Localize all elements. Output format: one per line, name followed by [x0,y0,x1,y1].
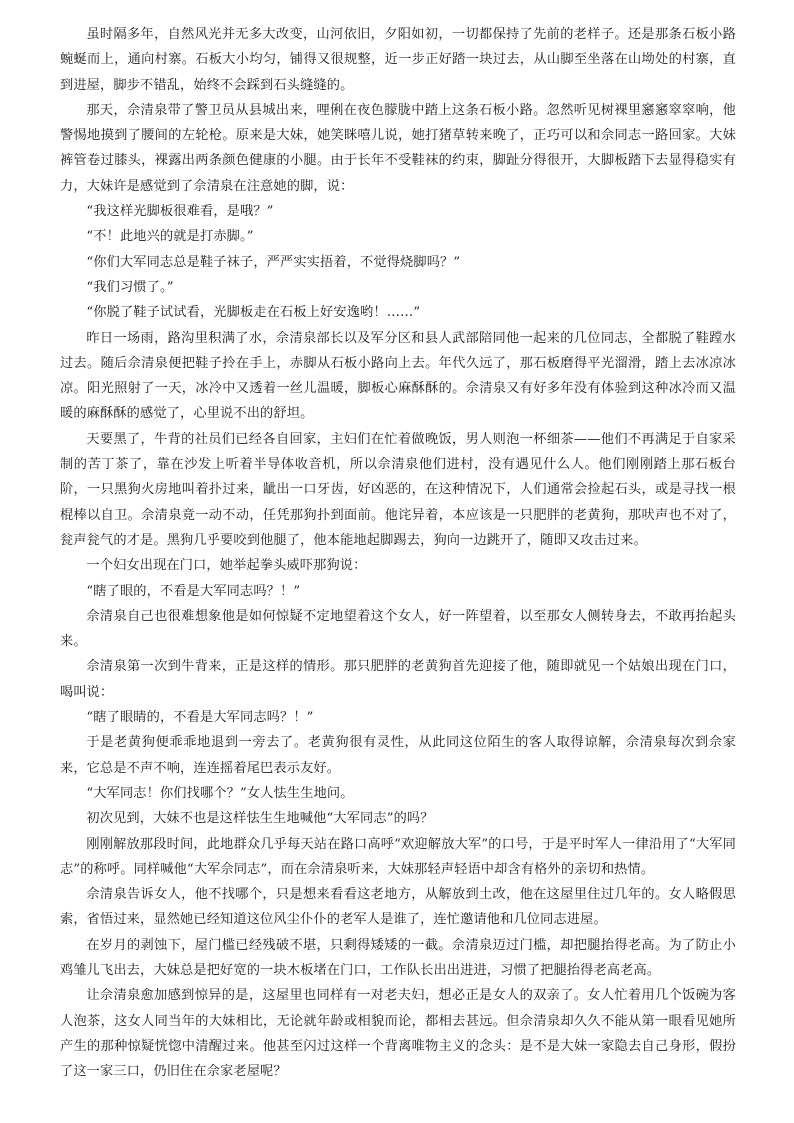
paragraph: 一个妇女出现在门口，她举起拳头威吓那狗说： [86,558,367,574]
paragraph: 天要黑了，牛背的社员们已经各自回家，主妇们在忙着做晚饭，男人则泡一杯细茶——他们不再满足于自家采制的苦丁茶了，靠在沙发上听着半导体收音机，所以佘清泉他们进村，没有遇见什么人。他们刚刚踏上那石板台阶，一只黑狗火房地叫着扑过来，龇出一口牙齿，好凶恶的，在这种情况下，人们通常会捡起石头，或是寻找一根棍棒以自卫。佘清泉竟一动不动，任凭那狗扑到面前。他诧异着，本应该是一只肥胖的老黄狗，那吠声也不对了，瓮声瓮气的才是。黑狗几乎要咬到他腿了，他本能地起脚踢去，狗向一边跳开了，随即又攻击过来。 [60,431,736,548]
paragraph: 初次见到，大妹不也是这样怯生生地喊他“大军同志”的吗？ [86,811,434,827]
paragraph: 于是老黄狗便乖乖地退到一旁去了。老黄狗很有灵性，从此同这位陌生的客人取得谅解，佘清泉每次到佘家来，它总是不声不响，连连摇着尾巴表示友好。 [60,735,736,776]
dialogue-line: “我这样光脚板很难看，是哦？” [86,204,274,220]
dialogue-line: “你们大军同志总是鞋子袜子，严严实实捂着，不觉得烧脚吗？” [86,254,461,270]
dialogue-line: “你脱了鞋子试试看，光脚板走在石板上好安逸哟！……” [86,305,421,321]
article-body [60,22,736,1084]
dialogue-line: “瞎了眼睛的，不看是大军同志吗？！” [86,710,314,726]
paragraph: 佘清泉第一次到牛背来，正是这样的情形。那只肥胖的老黄狗首先迎接了他，随即就见一个姑娘出现在门口，喝叫说： [60,659,736,700]
paragraph: 佘清泉自己也很难想象他是如何惊疑不定地望着这个女人，好一阵望着，以至那女人侧转身去，不敢再抬起头来。 [60,608,736,650]
dialogue-line: “大军同志！你们找哪个？”女人怯生生地问。 [86,785,354,801]
dialogue-line: “不！此地兴的就是打赤脚。” [86,229,254,245]
paragraph: 那天，佘清泉带了警卫员从县城出来，哩俐在夜色朦胧中踏上这条石板小路。忽然听见树裸里窸窸窣窣响，他警惕地摸到了腰间的左轮枪。原来是大妹，她笑眯嘻儿说，她打猪草转来晚了，正巧可以和佘同志一路回家。大妹裤管卷过膝头，裸露出两条颜色健康的小腿。由于长年不受鞋袜的约束，脚趾分得很开，大脚板踏下去显得稳实有力，大妹许是感觉到了佘清泉在注意她的脚，说： [60,102,736,194]
dialogue-line: “瞎了眼的，不看是大军同志吗？！” [86,583,301,599]
paragraph: 昨日一场雨，路沟里积满了水，佘清泉部长以及军分区和县人武部陪同他一起来的几位同志，全都脱了鞋蹚水过去。随后佘清泉便把鞋子拎在手上，赤脚从石板小路向上去。年代久远了，那石板磨得平光溜滑，踏上去冰凉冰凉。阳光照射了一天，冰冷中又透着一丝儿温暖，脚板心麻酥酥的。佘清泉又有好多年没有体验到这种冰冷而又温暖的麻酥酥的感觉了，心里说不出的舒坦。 [60,330,736,422]
dialogue-line: “我们习惯了。” [86,279,174,295]
paragraph: 刚刚解放那段时间，此地群众几乎每天站在路口高呼“欢迎解放大军”的口号，于是平时军人一律沿用了“大军同志”的称呼。同样喊他“大军佘同志”，而在佘清泉听来，大妹那轻声轻语中却含有格外的亲切和热情。 [60,836,736,877]
paragraph: 虽时隔多年，自然风光并无多大改变，山河依旧，夕阳如初，一切都保持了先前的老样子。还是那条石板小路蜿蜒而上，通向村寨。石板大小均匀，铺得又很规整，近一步正好踏一块过去，从山脚至坐落在山坳处的村寨，直到进屋，脚步不错乱，始终不会踩到石头缝缝的。 [60,27,736,93]
paragraph: 在岁月的剥蚀下，屋门槛已经残破不堪，只剩得矮矮的一截。佘清泉迈过门槛，却把腿抬得老高。为了防止小鸡雏儿飞出去，大妹总是把好宽的一块木板堵在门口，工作队长出出进进，习惯了把腿抬得老高老高。 [60,937,736,978]
paragraph: 佘清泉告诉女人，他不找哪个，只是想来看看这老地方，从解放到土改，他在这屋里住过几年的。女人略假思索，省悟过来，显然她已经知道这位风尘仆仆的老军人是谁了，连忙邀请他和几位同志进屋。 [60,887,736,928]
paragraph: 让佘清泉愈加感到惊异的是，这屋里也同样有一对老夫妇，想必正是女人的双亲了。女人忙着用几个饭碗为客人泡茶，这女人同当年的大妹相比，无论就年龄或相貌而论，都相去甚远。但佘清泉却久久不能从第一眼看见她所产生的那种惊疑恍惚中清醒过来。他甚至闪过这样一个背离唯物主义的念头：是不是大妹一家隐去自己身形，假扮了这一家三口，仍旧住在佘家老屋呢？ [60,988,736,1080]
